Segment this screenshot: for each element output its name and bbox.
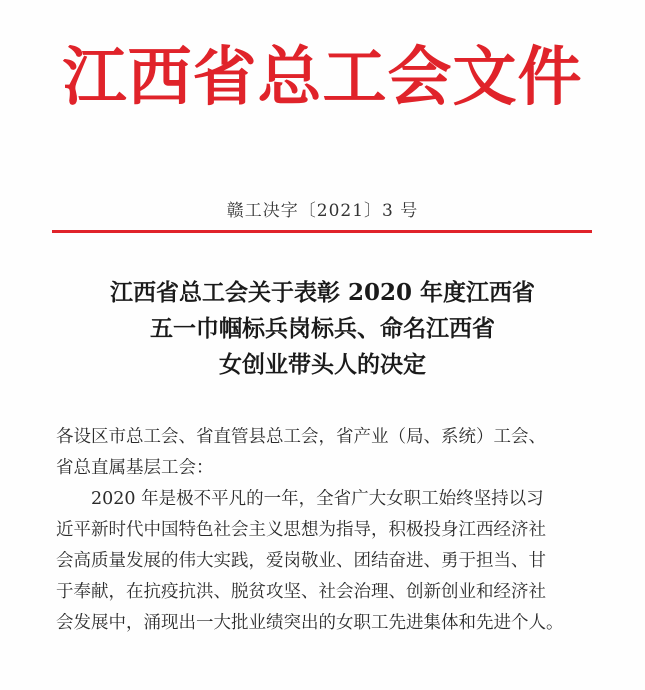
red-divider-line: [52, 230, 592, 233]
title-line-3: 女创业带头人的决定: [219, 351, 426, 378]
title-line-1: 江西省总工会关于表彰 2020 年度江西省: [109, 279, 536, 306]
document-masthead: 江西省总工会文件: [62, 41, 583, 115]
document-body: [56, 422, 616, 639]
paragraph-line-3: 会高质量发展的伟大实践，爱岗敬业、团结奋进、勇于担当、甘: [56, 551, 546, 571]
addressee-line-1: 各设区市总工会、省直管县总工会，省产业（局、系统）工会、: [56, 427, 546, 447]
paragraph-line-5: 会发展中，涌现出一大批业绩突出的女职工先进集体和先进个人。: [56, 613, 564, 633]
paragraph-line-4: 于奉献，在抗疫抗洪、脱贫攻坚、社会治理、创新创业和经济社: [56, 582, 546, 602]
document-title: [0, 275, 645, 383]
title-line-2: 五一巾帼标兵岗标兵、命名江西省: [150, 315, 495, 342]
document-number: 赣工决字〔2021〕3 号: [226, 201, 419, 221]
addressee-line-2: 省总直属基层工会：: [56, 458, 214, 478]
paragraph-line-1: 2020 年是极不平凡的一年，全省广大女职工始终坚持以习: [56, 489, 544, 509]
paragraph-line-2: 近平新时代中国特色社会主义思想为指导，积极投身江西经济社: [56, 520, 546, 540]
